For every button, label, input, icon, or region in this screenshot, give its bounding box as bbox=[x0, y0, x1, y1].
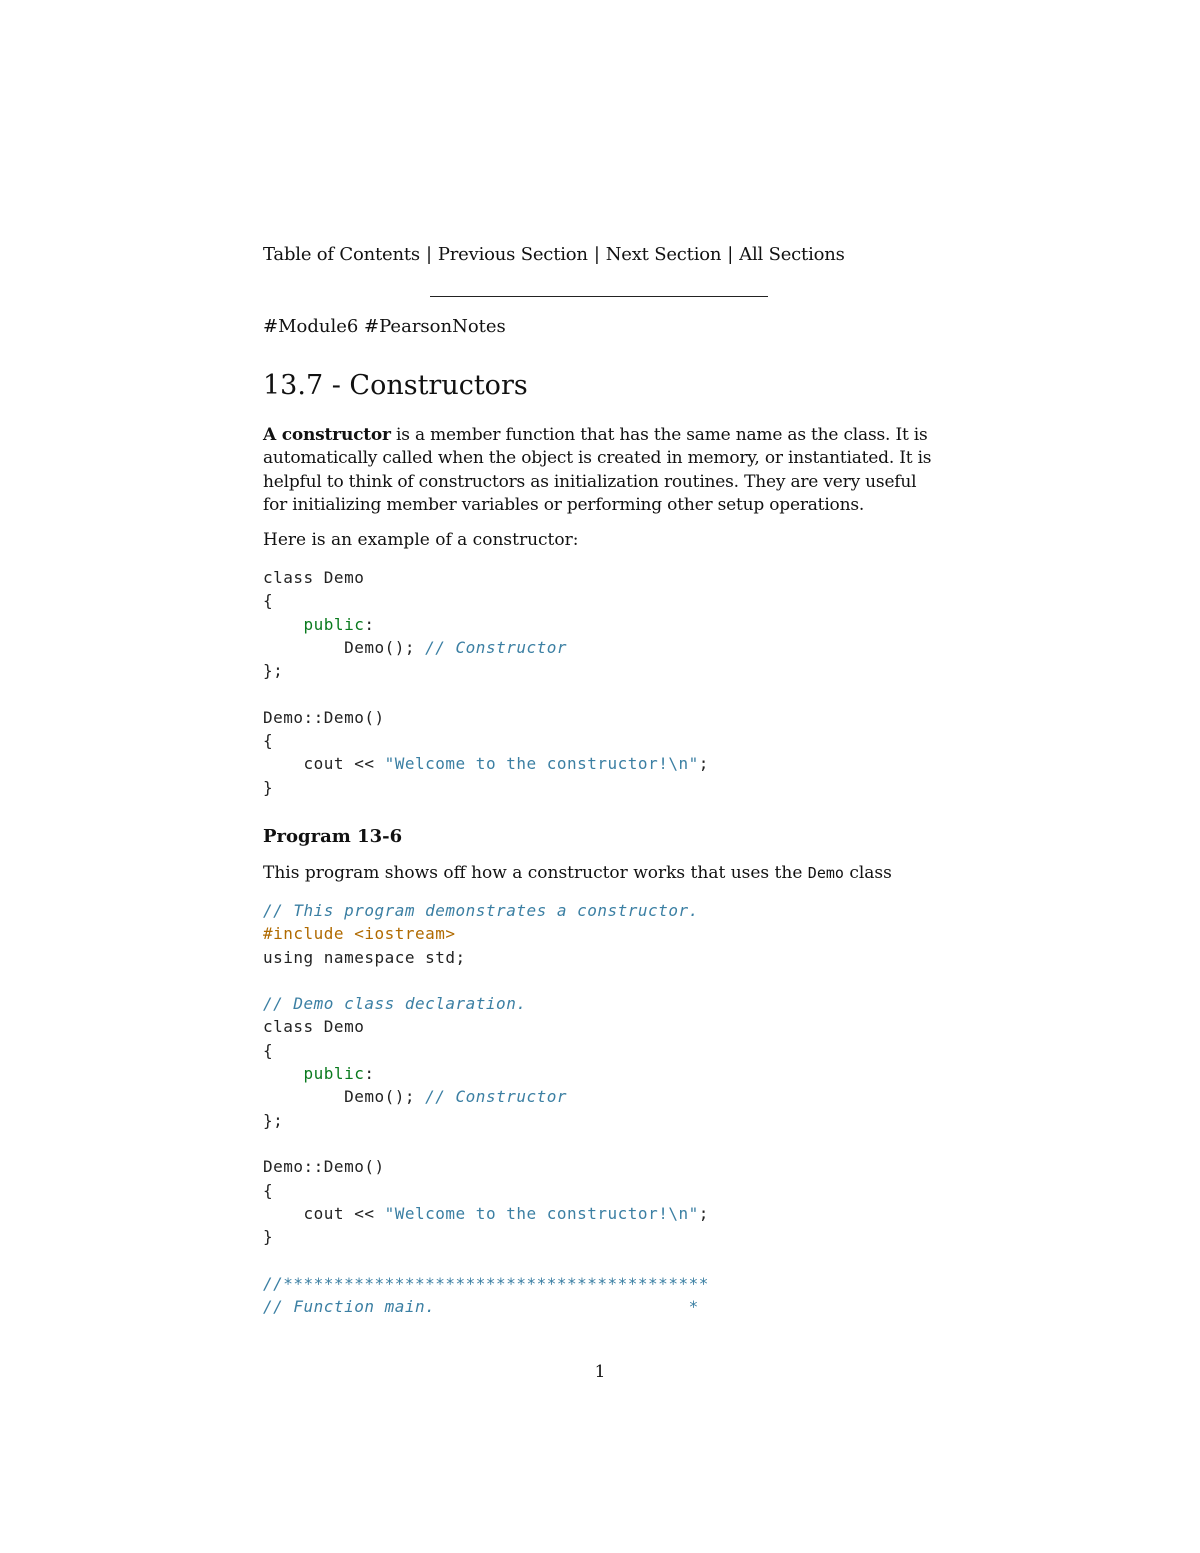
code-line: : bbox=[364, 1064, 375, 1084]
code-line: class Demo bbox=[263, 1017, 365, 1037]
code-string: "Welcome to the constructor!\n" bbox=[384, 1203, 699, 1223]
intro-paragraph bbox=[263, 424, 943, 517]
code-block-example bbox=[263, 566, 709, 799]
constructor-term: A constructor bbox=[263, 425, 391, 445]
example-intro: Here is an example of a constructor: bbox=[263, 530, 579, 550]
code-keyword: public bbox=[303, 1064, 365, 1084]
code-line: cout << bbox=[303, 754, 375, 774]
table-of-contents-link[interactable]: Table of Contents bbox=[263, 244, 420, 265]
code-line: class Demo bbox=[263, 568, 365, 587]
code-line: cout << bbox=[303, 1203, 375, 1223]
code-comment: // Constructor bbox=[425, 637, 567, 657]
code-include-arg: <iostream> bbox=[354, 924, 456, 944]
code-line: ; bbox=[698, 754, 709, 774]
page-title: 13.7 - Constructors bbox=[263, 370, 528, 401]
code-preprocessor: #include bbox=[263, 924, 345, 944]
nav-separator: | bbox=[727, 244, 734, 265]
code-line: Demo::Demo() bbox=[263, 707, 385, 727]
all-sections-link[interactable]: All Sections bbox=[739, 244, 845, 265]
code-line: Demo::Demo() bbox=[263, 1157, 385, 1177]
code-line: { bbox=[263, 1040, 274, 1060]
code-comment: // Constructor bbox=[425, 1087, 567, 1107]
code-line: Demo(); bbox=[344, 637, 415, 657]
description-text: This program shows off how a constructor works that uses the bbox=[263, 863, 808, 883]
nav-separator: | bbox=[593, 244, 600, 265]
description-text: class bbox=[843, 863, 892, 883]
code-line: } bbox=[263, 1227, 274, 1247]
code-block-program bbox=[263, 899, 709, 1318]
horizontal-rule bbox=[430, 296, 768, 297]
code-line: ; bbox=[698, 1203, 709, 1223]
code-line: }; bbox=[263, 661, 284, 681]
code-line: Demo(); bbox=[344, 1087, 415, 1107]
inline-code: Demo bbox=[807, 864, 844, 882]
previous-section-link[interactable]: Previous Section bbox=[437, 244, 588, 265]
code-line: { bbox=[263, 591, 274, 611]
program-description bbox=[263, 863, 892, 883]
code-line: : bbox=[364, 614, 375, 634]
code-line: using namespace std; bbox=[263, 947, 466, 967]
code-comment: //****************************************** bbox=[263, 1273, 709, 1293]
tags-line: #Module6 #PearsonNotes bbox=[263, 316, 506, 337]
code-line: { bbox=[263, 731, 274, 751]
code-line: }; bbox=[263, 1110, 284, 1130]
code-comment: // Function main. * bbox=[263, 1297, 699, 1317]
page-number: 1 bbox=[594, 1362, 606, 1382]
intro-text: is a member function that has the same name as the class. It is automatically called when the object is created in memory, or instantiated. It is helpful to think of constructors as initialization routines. They are very useful for initializing member variables or performing other setup operations. bbox=[263, 425, 932, 515]
program-heading: Program 13-6 bbox=[263, 826, 403, 847]
code-comment: // Demo class declaration. bbox=[263, 994, 527, 1014]
code-string: "Welcome to the constructor!\n" bbox=[384, 754, 699, 774]
section-navigation bbox=[263, 244, 845, 265]
next-section-link[interactable]: Next Section bbox=[605, 244, 722, 265]
nav-separator: | bbox=[425, 244, 432, 265]
code-comment: // This program demonstrates a constructor. bbox=[263, 901, 699, 920]
code-line: } bbox=[263, 777, 274, 797]
code-line: { bbox=[263, 1180, 274, 1200]
code-keyword: public bbox=[303, 614, 365, 634]
